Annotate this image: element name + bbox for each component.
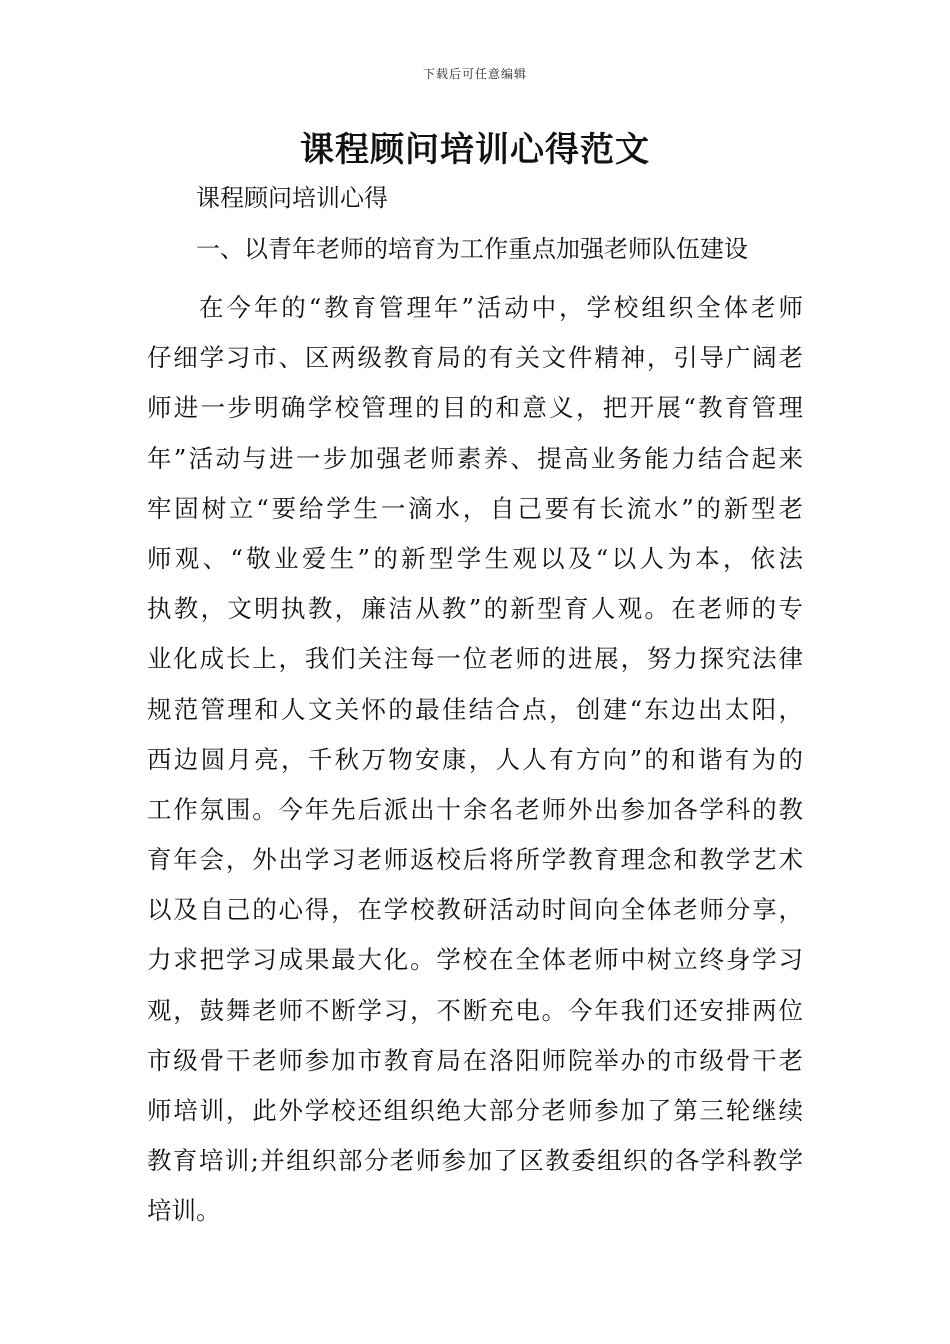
paragraph-line: 仔细学习市、区两级教育局的有关文件精神，引导广阔老 xyxy=(147,343,803,373)
paragraph-line: 牢固树立“要给学生一滴水，自己要有长流水”的新型老 xyxy=(147,493,803,523)
paragraph-line: 以及自己的心得，在学校教研活动时间向全体老师分享， xyxy=(147,895,803,925)
paragraph-line: 力求把学习成果最大化。学校在全体老师中树立终身学习 xyxy=(147,945,803,975)
section-heading: 一、以青年老师的培育为工作重点加强老师队伍建设 xyxy=(196,235,748,263)
paragraph-line: 师观、“敬业爱生”的新型学生观以及“以人为本，依法 xyxy=(147,543,803,573)
paragraph-line: 业化成长上，我们关注每一位老师的进展，努力探究法律 xyxy=(147,644,803,674)
paragraph-line: 年”活动与进一步加强老师素养、提高业务能力结合起来 xyxy=(147,443,803,473)
paragraph-line: 在今年的“教育管理年”活动中，学校组织全体老师 xyxy=(199,293,803,322)
header-note: 下载后可任意编辑 xyxy=(422,67,527,81)
paragraph-line: 工作氛围。今年先后派出十余名老师外出参加各学科的教 xyxy=(147,794,803,824)
paragraph-line: 师培训，此外学校还组织绝大部分老师参加了第三轮继续 xyxy=(147,1096,803,1125)
paragraph-line: 规范管理和人文关怀的最佳结合点，创建“东边出太阳， xyxy=(147,694,803,724)
document-subtitle: 课程顾问培训心得 xyxy=(196,184,388,212)
paragraph-line: 西边圆月亮，千秋万物安康，人人有方向”的和谐有为的 xyxy=(147,744,803,774)
paragraph-line: 培训。 xyxy=(147,1196,221,1226)
paragraph-line: 观，鼓舞老师不断学习，不断充电。今年我们还安排两位 xyxy=(147,995,803,1025)
paragraph-line: 教育培训;并组织部分老师参加了区教委组织的各学科教学 xyxy=(147,1146,803,1176)
paragraph-line: 执教，文明执教，廉洁从教”的新型育人观。在老师的专 xyxy=(147,594,803,624)
paragraph-line: 市级骨干老师参加市教育局在洛阳师院举办的市级骨干老 xyxy=(147,1045,803,1075)
document-title: 课程顾问培训心得范文 xyxy=(300,130,650,170)
paragraph-line: 师进一步明确学校管理的目的和意义，把开展“教育管理 xyxy=(147,393,803,423)
body-paragraph xyxy=(147,283,803,1237)
paragraph-line: 育年会，外出学习老师返校后将所学教育理念和教学艺术 xyxy=(147,845,803,875)
